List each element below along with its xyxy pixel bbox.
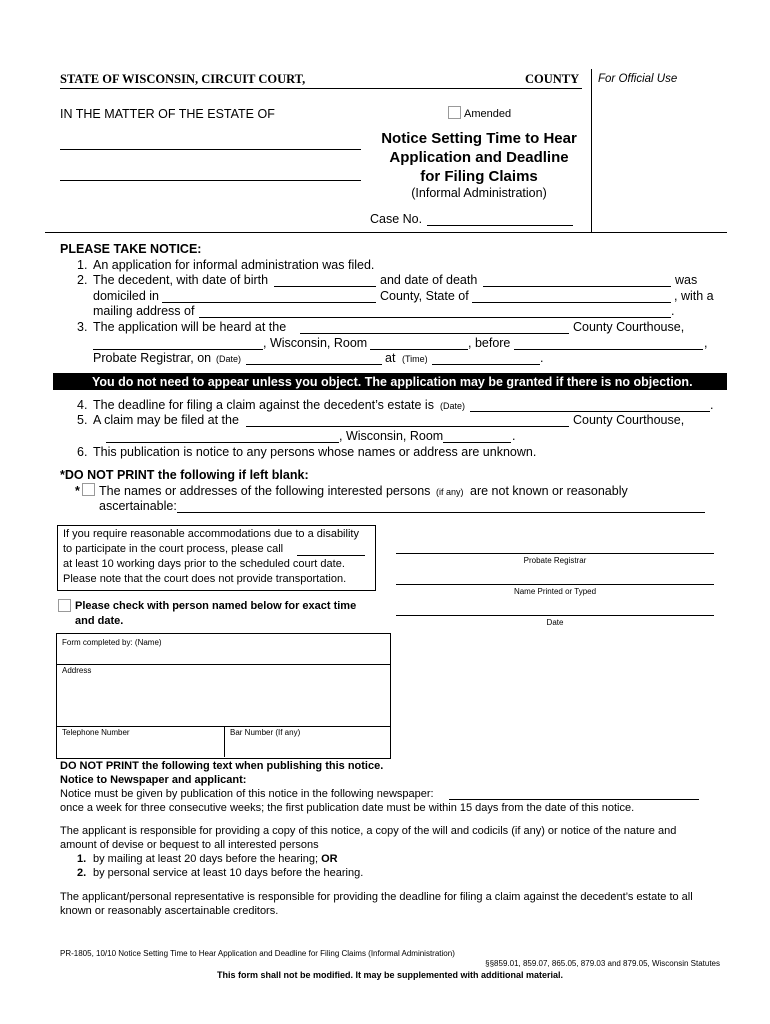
item-5-text-c: , Wisconsin, Room bbox=[339, 429, 444, 443]
amended-checkbox[interactable] bbox=[448, 106, 461, 119]
item-2-text-e: County, State of bbox=[380, 289, 469, 303]
check-person-checkbox[interactable] bbox=[58, 599, 71, 612]
claim-room-field[interactable] bbox=[443, 442, 511, 443]
check-person-line-2: and date. bbox=[75, 615, 124, 627]
signature-date-line[interactable] bbox=[396, 615, 714, 616]
item-2-text-a: The decedent, with date of birth bbox=[93, 273, 269, 287]
hearing-before-field[interactable] bbox=[514, 349, 703, 350]
estate-label: IN THE MATTER OF THE ESTATE OF bbox=[60, 107, 275, 121]
period: . bbox=[512, 429, 516, 443]
hearing-time-field[interactable] bbox=[432, 364, 540, 365]
completed-by-label: Form completed by: (Name) bbox=[62, 638, 162, 647]
representative-para-line-2: known or reasonably ascertainable creditors. bbox=[60, 905, 279, 917]
telephone-label: Telephone Number bbox=[62, 728, 130, 737]
bullet-1-text bbox=[93, 853, 338, 865]
item-2-text-d: domiciled in bbox=[93, 289, 160, 303]
item-1-text: An application for informal administration was filed. bbox=[93, 258, 375, 272]
representative-para-line-1: The applicant/personal representative is responsible for providing the deadline for filing a claim against the decedent’s estate to all bbox=[60, 891, 693, 903]
item-number: 4. bbox=[77, 398, 88, 412]
newspaper-line-1: Notice must be given by publication of this notice in the following newspaper: bbox=[60, 788, 434, 800]
dnp-text-b: are not known or reasonably bbox=[470, 484, 628, 498]
courthouse-city-field[interactable] bbox=[93, 349, 263, 350]
birth-date-field[interactable] bbox=[274, 286, 376, 287]
item-3-text-a: The application will be heard at the bbox=[93, 320, 287, 334]
dnp-star: * bbox=[75, 484, 80, 498]
bar-number-label: Bar Number (If any) bbox=[230, 728, 301, 737]
dnp-text-a: The names or addresses of the following interested persons bbox=[99, 484, 431, 498]
accommodation-phone-field[interactable] bbox=[297, 555, 365, 556]
county-label: COUNTY bbox=[525, 72, 580, 86]
dnp-text-c: ascertainable: bbox=[99, 499, 177, 513]
check-person-line-1: Please check with person named below for exact time bbox=[75, 600, 357, 612]
item-4-text: The deadline for filing a claim against the decedent’s estate is bbox=[93, 398, 434, 412]
claim-city-field[interactable] bbox=[106, 442, 339, 443]
if-any-hint: (if any) bbox=[436, 487, 464, 497]
period: . bbox=[671, 304, 675, 318]
title-line-1: Notice Setting Time to Hear bbox=[381, 130, 577, 147]
item-3-text-c: , Wisconsin, Room bbox=[263, 336, 368, 350]
box-divider-2 bbox=[56, 726, 390, 727]
bullet-2-text: by personal service at least 10 days before the hearing. bbox=[93, 867, 364, 879]
court-label: STATE OF WISCONSIN, CIRCUIT COURT, bbox=[60, 72, 306, 86]
box-divider-3 bbox=[224, 726, 225, 757]
at-label: at bbox=[385, 351, 396, 365]
title-line-2: Application and Deadline bbox=[389, 149, 569, 166]
date-hint: (Date) bbox=[216, 354, 242, 364]
item-6-text: This publication is notice to any persons whose names or address are unknown. bbox=[93, 445, 537, 459]
unknown-persons-field[interactable] bbox=[177, 512, 705, 513]
footer-notice: This form shall not be modified. It may be supplemented with additional material. bbox=[216, 970, 564, 980]
estate-name-line-2[interactable] bbox=[60, 180, 361, 181]
address-label: Address bbox=[62, 666, 92, 675]
domicile-county-field[interactable] bbox=[162, 302, 376, 303]
item-3-text-d: , before bbox=[468, 336, 511, 350]
hearing-room-field[interactable] bbox=[370, 349, 468, 350]
signature-date-label: Date bbox=[546, 618, 564, 627]
item-number: 1. bbox=[77, 258, 88, 272]
item-2-text-c: was bbox=[675, 273, 698, 287]
estate-name-line-1[interactable] bbox=[60, 149, 361, 150]
accommodation-line-2: to participate in the court process, please call bbox=[63, 543, 284, 555]
accommodation-line-1: If you require reasonable accommodations due to a disability bbox=[63, 528, 359, 540]
bullet-number: 2. bbox=[77, 867, 87, 879]
title-subtitle: (Informal Administration) bbox=[411, 186, 547, 200]
item-number: 5. bbox=[77, 413, 88, 427]
unknown-persons-checkbox[interactable] bbox=[82, 483, 95, 496]
item-2-text-g: mailing address of bbox=[93, 304, 195, 318]
domicile-state-field[interactable] bbox=[472, 302, 671, 303]
box-divider-1 bbox=[56, 664, 390, 665]
newspaper-name-field[interactable] bbox=[449, 799, 699, 800]
applicant-para-line-1: The applicant is responsible for providing a copy of this notice, a copy of the will and codicils (if any) or notice of the nature and bbox=[60, 825, 677, 837]
accommodation-line-4: Please note that the court does not provide transportation. bbox=[63, 573, 347, 585]
header-underline bbox=[60, 88, 582, 89]
newspaper-dnp: DO NOT PRINT the following text when publishing this notice. bbox=[60, 760, 384, 772]
name-printed-line[interactable] bbox=[396, 584, 714, 585]
case-no-field[interactable] bbox=[427, 225, 573, 226]
comma: , bbox=[704, 336, 708, 350]
date-hint: (Date) bbox=[440, 401, 466, 411]
death-date-field[interactable] bbox=[483, 286, 671, 287]
item-number: 6. bbox=[77, 445, 88, 459]
item-number: 2. bbox=[77, 273, 88, 287]
item-number: 3. bbox=[77, 320, 88, 334]
bullet-1-or: OR bbox=[321, 853, 338, 865]
item-3-text-e: Probate Registrar, on bbox=[93, 351, 212, 365]
bullet-1-body: by mailing at least 20 days before the hearing; bbox=[93, 853, 319, 865]
accommodation-line-3: at least 10 working days prior to the scheduled court date. bbox=[63, 558, 345, 570]
hearing-date-field[interactable] bbox=[246, 364, 382, 365]
footer-form-id: PR-1805, 10/10 Notice Setting Time to Hear Application and Deadline for Filing Claims (Informal Administration) bbox=[60, 949, 455, 958]
period: . bbox=[540, 351, 544, 365]
item-5-text-a: A claim may be filed at the bbox=[93, 413, 239, 427]
dnp-heading: *DO NOT PRINT the following if left blank: bbox=[60, 468, 309, 482]
time-hint: (Time) bbox=[402, 354, 428, 364]
footer-statutes: §§859.01, 859.07, 865.05, 879.03 and 879.05, Wisconsin Statutes bbox=[485, 959, 720, 968]
notice-heading: PLEASE TAKE NOTICE: bbox=[60, 242, 202, 256]
newspaper-heading: Notice to Newspaper and applicant: bbox=[60, 774, 247, 786]
registrar-signature-line[interactable] bbox=[396, 553, 714, 554]
item-2-text-b: and date of death bbox=[380, 273, 478, 287]
banner-text: You do not need to appear unless you object. The application may be granted if there is no objection. bbox=[92, 375, 693, 389]
title-line-3: for Filing Claims bbox=[420, 168, 538, 185]
bullet-number: 1. bbox=[77, 853, 87, 865]
newspaper-line-2: once a week for three consecutive weeks; the first publication date must be within 15 days from the date of this notice. bbox=[60, 802, 635, 814]
official-use-divider bbox=[591, 69, 592, 232]
case-no-label: Case No. bbox=[370, 212, 423, 226]
mailing-address-field[interactable] bbox=[199, 317, 671, 318]
amended-label: Amended bbox=[464, 108, 512, 120]
item-3-text-b: County Courthouse, bbox=[573, 320, 685, 334]
no-appearance-banner bbox=[53, 373, 727, 390]
registrar-label: Probate Registrar bbox=[523, 556, 587, 565]
item-5-text-b: County Courthouse, bbox=[573, 413, 685, 427]
official-use-label: For Official Use bbox=[598, 73, 678, 85]
claim-deadline-field[interactable] bbox=[470, 411, 710, 412]
period: . bbox=[710, 398, 714, 412]
applicant-para-line-2: amount of devise or bequest to all interested persons bbox=[60, 839, 319, 851]
claim-county-field[interactable] bbox=[246, 426, 569, 427]
courthouse-county-field[interactable] bbox=[300, 333, 569, 334]
name-printed-label: Name Printed or Typed bbox=[513, 587, 597, 596]
item-2-text-f: , with a bbox=[674, 289, 714, 303]
header-bottom-rule bbox=[45, 232, 727, 233]
